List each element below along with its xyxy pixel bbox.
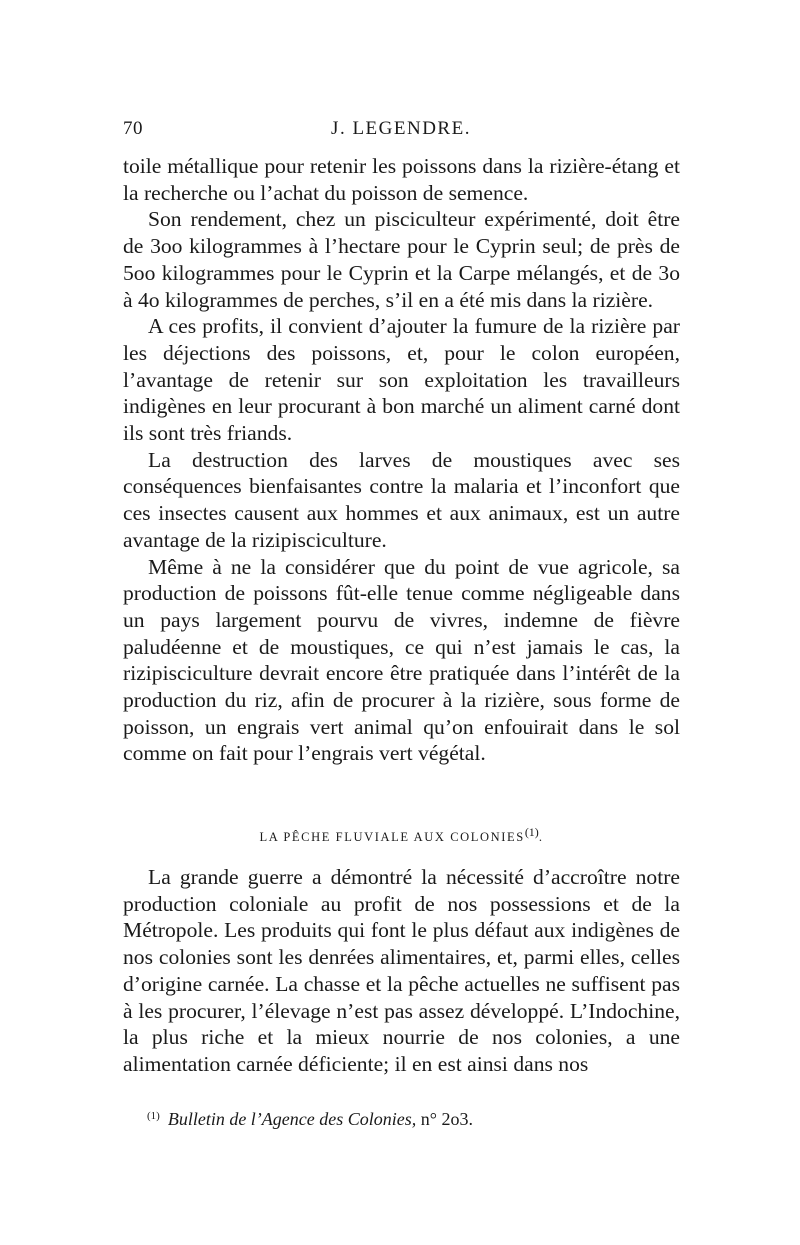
footnote (147, 1104, 667, 1131)
footnote-text: Bulletin de l’Agence des Colonies, (167, 1109, 417, 1129)
paragraph-grande-guerre: La grande guerre a démontré la nécessité d’accroître notre production coloniale au profit de nos possessions et de la Métropole. Les produits qui font le plus défaut aux indigènes de nos colonies sont les denrées alimentaires, et, parmi elles, celles d’origine carnée. La chasse et la pêche actuelles ne suffisent pas à les procurer, l’élevage n’est pas assez développé. L’Indochine, la plus riche et la mieux nourrie de nos colonies, a une alimentation carnée déficiente; il en est ainsi dans nos (123, 865, 680, 1076)
paragraph-agricole: Même à ne la considérer que du point de vue agricole, sa production de poissons fût-elle tenue comme négligeable dans un pays largement pourvu de vivres, indemne de fièvre paludéenne et de moustiques, ce qui n’est jamais le cas, la rizipisciculture devrait encore être pratiquée dans l’intérêt de la production du riz, afin de procurer à la rizière, sous forme de poisson, un engrais vert animal qu’on enfouirait dans le sol comme on fait pour l’engrais vert végétal. (123, 554, 680, 766)
footnote-number: n° 2o3. (420, 1109, 473, 1129)
section-heading (123, 823, 680, 846)
page-number: 70 (123, 118, 143, 139)
paragraph-moustiques: La destruction des larves de moustiques avec ses conséquences bienfaisantes contre la malaria et l’inconfort que ces insectes causent aux hommes et aux animaux, est un autre avantage de la rizipisciculture. (123, 447, 680, 552)
footnote-marker: (1) (147, 1110, 160, 1122)
running-head (123, 118, 679, 142)
section-heading-period: . (538, 830, 544, 844)
body-text-bottom (123, 864, 680, 1078)
body-text-top (123, 153, 680, 767)
section-heading-text: LA PÊCHE FLUVIALE AUX COLONIES (259, 830, 525, 844)
running-title: J. LEGENDRE. (331, 118, 471, 139)
paragraph-profits: A ces profits, il convient d’ajouter la fumure de la rizière par les déjections des poissons, et, pour le colon européen, l’avantage de retenir sur son exploitation les travailleurs indigènes en leur procurant à bon marché un aliment carné dont ils sont très friands. (123, 314, 680, 446)
paragraph-continued: toile métallique pour retenir les poissons dans la rizière-étang et la recherche ou l’achat du poisson de semence. (123, 154, 680, 205)
paragraph-rendement: Son rendement, chez un pisciculteur expérimenté, doit être de 3oo kilogrammes à l’hectare pour le Cyprin seul; de près de 5oo kilogrammes pour le Cyprin et la Carpe mélangés, et de 3o à 4o kilogrammes de perches, s’il en a été mis dans la rizière. (123, 207, 680, 312)
footnote-reference: (1) (524, 825, 539, 839)
